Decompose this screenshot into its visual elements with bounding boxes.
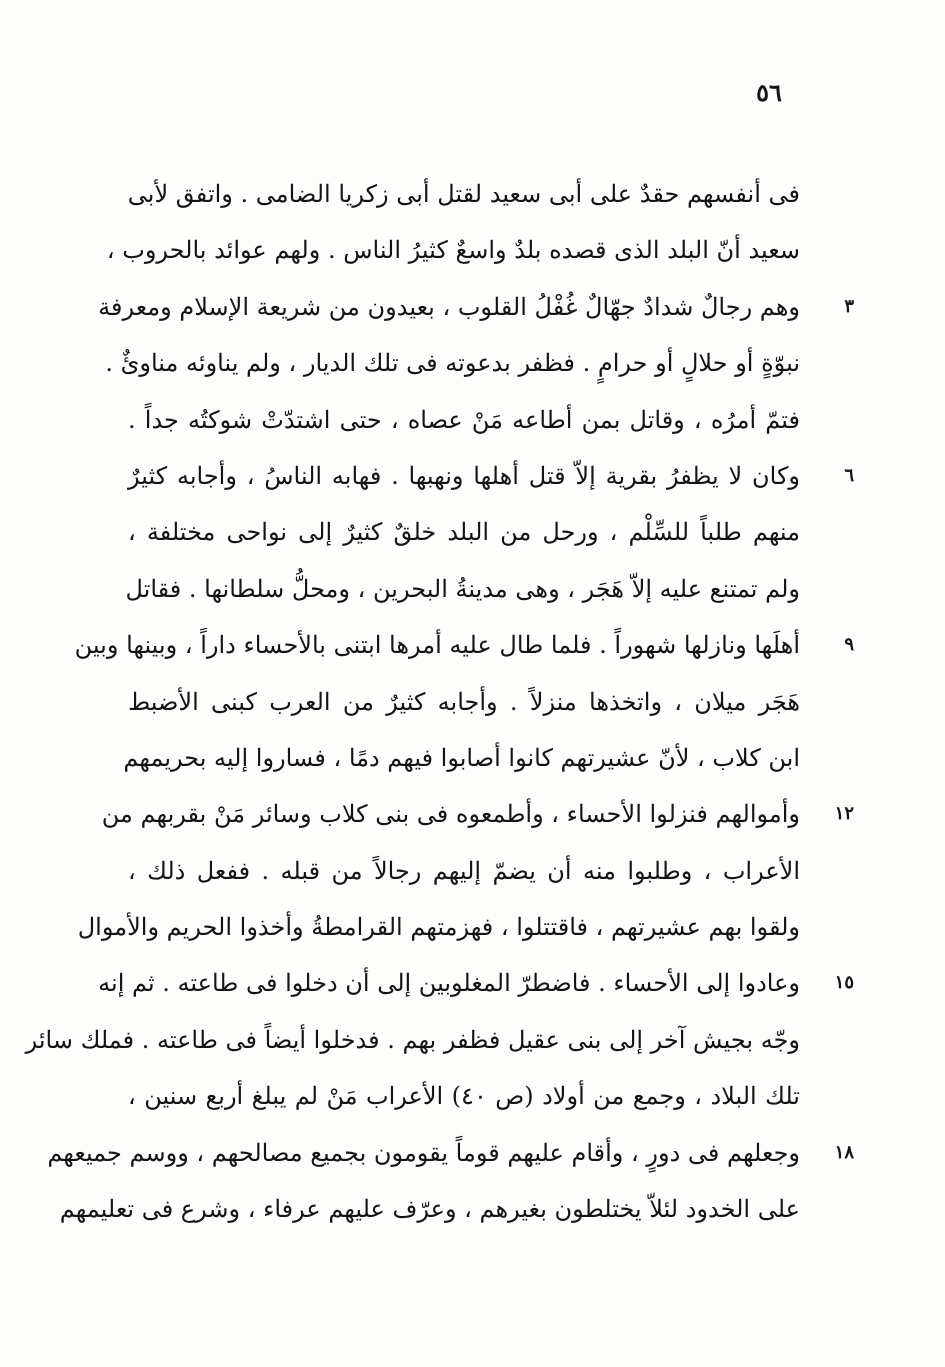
line-number: ١٥ bbox=[834, 972, 854, 994]
text-line bbox=[77, 899, 800, 955]
line-text: سعيد أنّ البلد الذى قصده بلدٌ واسعٌ كثيرُ الناس . ولهم عوائد بالحروب ، bbox=[106, 236, 800, 265]
line-text: وجّه بجيش آخر إلى بنى عقيل فظفر بهم . فدخلوا أيضاً فى طاعته . فملك سائر bbox=[25, 1025, 800, 1054]
line-text: الأعراب ، وطلبوا منه أن يضمّ إليهم رجالاً من قبله . ففعل ذلك ، bbox=[128, 856, 800, 885]
line-text: على الخدود لئلاّ يختلطون بغيرهم ، وعرّف عليهم عرفاء ، وشرع فى تعليمهم bbox=[59, 1195, 800, 1224]
line-text: أهلَها ونازلها شهوراً . فلما طال عليه أمرها ابتنى بالأحساء داراً ، وبينها وبين bbox=[74, 631, 800, 660]
line-text: تلك البلاد ، وجمع من أولاد (ص ٤٠) الأعراب مَنْ لم يبلغ أربع سنين ، bbox=[128, 1082, 800, 1111]
text-line bbox=[74, 617, 854, 673]
line-text: نبوّةٍ أو حلالٍ أو حرامٍ . فظفر بدعوته فى تلك الديار ، ولم يناوئه مناوئٌ . bbox=[105, 349, 800, 378]
text-line bbox=[25, 1012, 800, 1068]
text-line bbox=[128, 674, 800, 730]
line-text: وجعلهم فى دورٍ ، وأقام عليهم قوماً يقومون بجميع مصالحهم ، ووسم جميعهم bbox=[47, 1138, 800, 1167]
line-text: وأموالهم فنزلوا الأحساء ، وأطمعوه فى بنى كلاب وسائر مَنْ بقربهم من bbox=[101, 800, 800, 829]
line-text: منهم طلباً للسِّلْم ، ورحل من البلد خلقٌ كثيرٌ إلى نواحى مختلفة ، bbox=[128, 518, 800, 547]
line-text: وعادوا إلى الأحساء . فاضطرّ المغلوبين إلى أن دخلوا فى طاعته . ثم إنه bbox=[98, 969, 800, 998]
line-number: ٣ bbox=[844, 295, 854, 317]
text-line bbox=[128, 166, 800, 222]
line-text: فى أنفسهم حقدٌ على أبى سعيد لقتل أبى زكريا الضامى . واتفق لأبى bbox=[127, 180, 800, 208]
line-text: ولم تمتنع عليه إلاّ هَجَر ، وهى مدينةُ البحرين ، ومحلُّ سلطانها . فقاتل bbox=[125, 574, 800, 603]
line-number: ٦ bbox=[844, 464, 854, 486]
text-line bbox=[128, 1068, 800, 1124]
line-text: فتمّ أمرُه ، وقاتل بمن أطاعه مَنْ عصاه ، حتى اشتدّتْ شوكتُه جداً . bbox=[128, 405, 800, 434]
line-text: ولقوا بهم عشيرتهم ، فاقتتلوا ، فهزمتهم القرامطةُ وأخذوا الحريم والأموال bbox=[77, 913, 800, 942]
text-line bbox=[128, 392, 800, 448]
body-text bbox=[25, 166, 854, 1237]
text-line bbox=[128, 448, 854, 504]
page-number: ٥٦ bbox=[756, 78, 782, 107]
line-text: وكان لا يظفرُ بقرية إلاّ قتل أهلها ونهبها . فهابه الناسُ ، وأجابه كثيرٌ bbox=[128, 461, 800, 490]
text-line bbox=[98, 279, 854, 335]
text-line bbox=[101, 786, 854, 842]
text-line bbox=[128, 843, 800, 899]
line-text: وهم رجالٌ شدادٌ جهّالٌ غُفْلُ القلوب ، بعيدون من شريعة الإسلام ومعرفة bbox=[98, 292, 800, 321]
line-text: ابن كلاب ، لأنّ عشيرتهم كانوا أصابوا فيهم دمًا ، فساروا إليه بحريمهم bbox=[123, 743, 800, 772]
text-line bbox=[106, 222, 800, 278]
line-number: ٩ bbox=[844, 634, 854, 656]
text-line bbox=[59, 1181, 800, 1237]
text-line bbox=[105, 335, 800, 391]
text-line bbox=[123, 730, 800, 786]
text-line bbox=[125, 561, 800, 617]
text-line bbox=[128, 504, 800, 560]
line-text: هَجَر ميلان ، واتخذها منزلاً . وأجابه كثيرٌ من العرب كبنى الأضبط bbox=[128, 687, 800, 716]
text-line bbox=[47, 1125, 854, 1181]
text-line bbox=[98, 955, 854, 1011]
line-number: ١٢ bbox=[834, 803, 854, 825]
line-number: ١٨ bbox=[834, 1141, 854, 1163]
